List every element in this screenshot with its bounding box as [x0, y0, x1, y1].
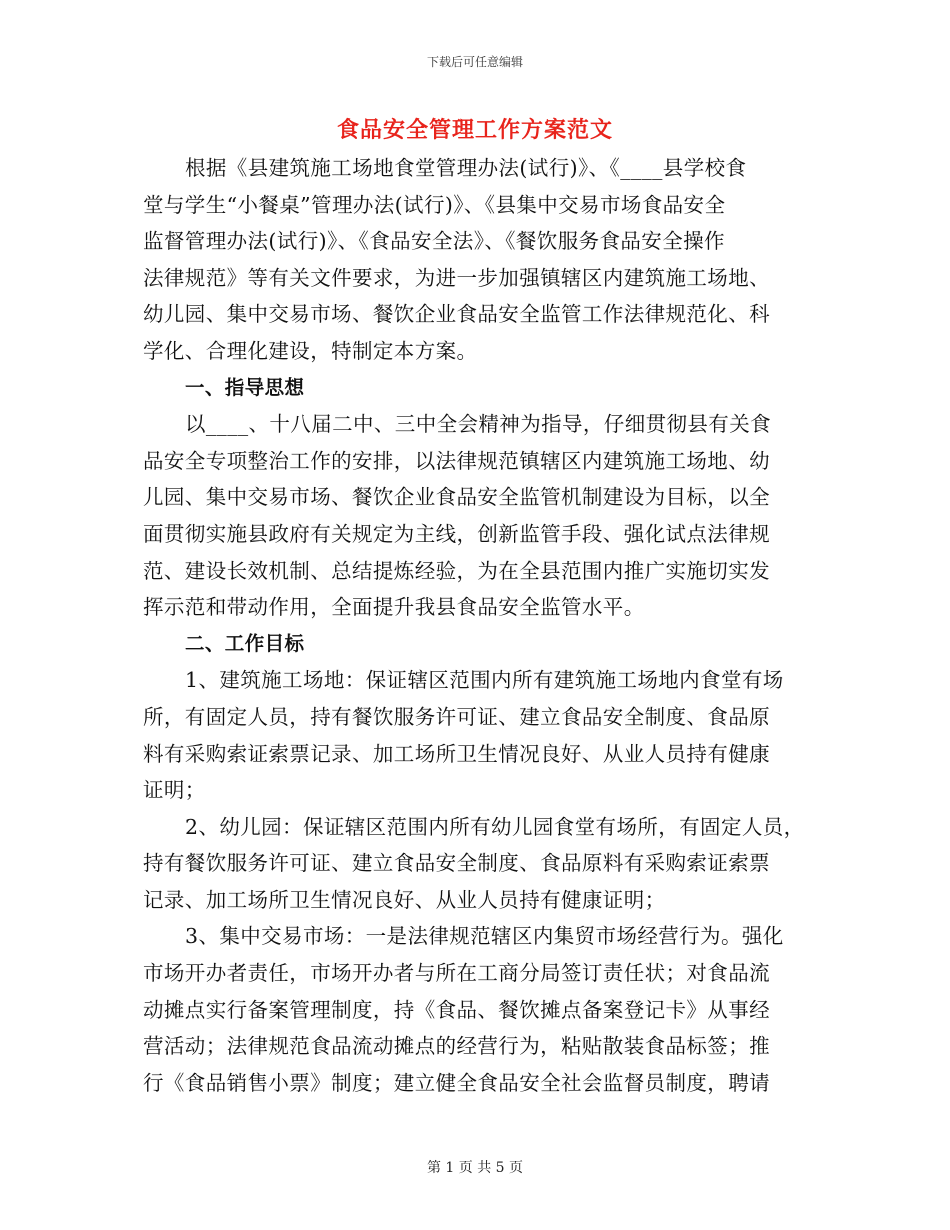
- intro-line: 堂与学生“小餐桌”管理办法(试行)》、《县集中交易市场食品安全: [143, 192, 726, 217]
- section1-line: 儿园、集中交易市场、餐饮企业食品安全监管机制建设为目标，以全: [143, 485, 770, 510]
- section1-line: 面贯彻实施县政府有关规定为主线，创新监管手段、强化试点法律规: [143, 521, 770, 546]
- item1-line: 1、建筑施工场地：保证辖区范围内所有建筑施工场地内食堂有场: [185, 668, 784, 693]
- section1-line: 以____、十八届二中、三中全会精神为指导，仔细贯彻县有关食: [185, 412, 771, 437]
- intro-line: 监督管理办法(试行)》、《食品安全法》、《餐饮服务食品安全操作: [143, 229, 725, 254]
- item1-line: 所，有固定人员，持有餐饮服务许可证、建立食品安全制度、食品原: [143, 704, 770, 729]
- section-heading-guiding-thought: 一、指导思想: [185, 375, 305, 399]
- goal-item-markets: [143, 918, 823, 1101]
- document-body: [143, 150, 823, 1101]
- item3-line: 市场开办者责任，市场开办者与所在工商分局签订责任状；对食品流: [143, 961, 770, 986]
- item1-line: 料有采购索证索票记录、加工场所卫生情况良好、从业人员持有健康: [143, 741, 770, 766]
- intro-line: 幼儿园、集中交易市场、餐饮企业食品安全监管工作法律规范化、科: [143, 302, 770, 327]
- intro-line: 法律规范》等有关文件要求，为进一步加强镇辖区内建筑施工场地、: [143, 265, 770, 290]
- header-note: 下载后可任意编辑: [426, 55, 523, 69]
- intro-line: 学化、合理化建设，特制定本方案。: [143, 338, 478, 363]
- goal-item-construction-sites: [143, 662, 823, 808]
- section1-line: 品安全专项整治工作的安排，以法律规范镇辖区内建筑施工场地、幼: [143, 448, 770, 473]
- item3-line: 3、集中交易市场：一是法律规范辖区内集贸市场经营行为。强化: [185, 924, 784, 949]
- goal-item-kindergartens: [143, 809, 823, 919]
- document-title: 食品安全管理工作方案范文: [336, 117, 613, 143]
- guiding-thought-paragraph: [143, 406, 823, 626]
- item2-line: 记录、加工场所卫生情况良好、从业人员持有健康证明；: [143, 887, 666, 912]
- intro-line: 根据《县建筑施工场地食堂管理办法(试行)》、《____县学校食: [185, 156, 747, 180]
- item3-line: 营活动；法律规范食品流动摊点的经营行为，粘贴散装食品标签；推: [143, 1034, 770, 1059]
- section1-line: 范、建设长效机制、总结提炼经验，为在全县范围内推广实施切实发: [143, 558, 770, 583]
- section1-line: 挥示范和带动作用，全面提升我县食品安全监管水平。: [143, 595, 645, 620]
- item2-line: 持有餐饮服务许可证、建立食品安全制度、食品原料有采购索证索票: [143, 851, 770, 876]
- section-heading-work-goals: 二、工作目标: [185, 631, 305, 655]
- item3-line: 动摊点实行备案管理制度，持《食品、餐饮摊点备案登记卡》从事经: [143, 997, 770, 1022]
- item3-line: 行《食品销售小票》制度；建立健全食品安全社会监督员制度，聘请: [143, 1070, 770, 1095]
- intro-paragraph: [143, 150, 823, 370]
- page-number: 第 1 页 共 5 页: [426, 1160, 524, 1176]
- item2-line: 2、幼儿园：保证辖区范围内所有幼儿园食堂有场所，有固定人员，: [185, 814, 805, 839]
- item1-line: 证明；: [143, 778, 206, 803]
